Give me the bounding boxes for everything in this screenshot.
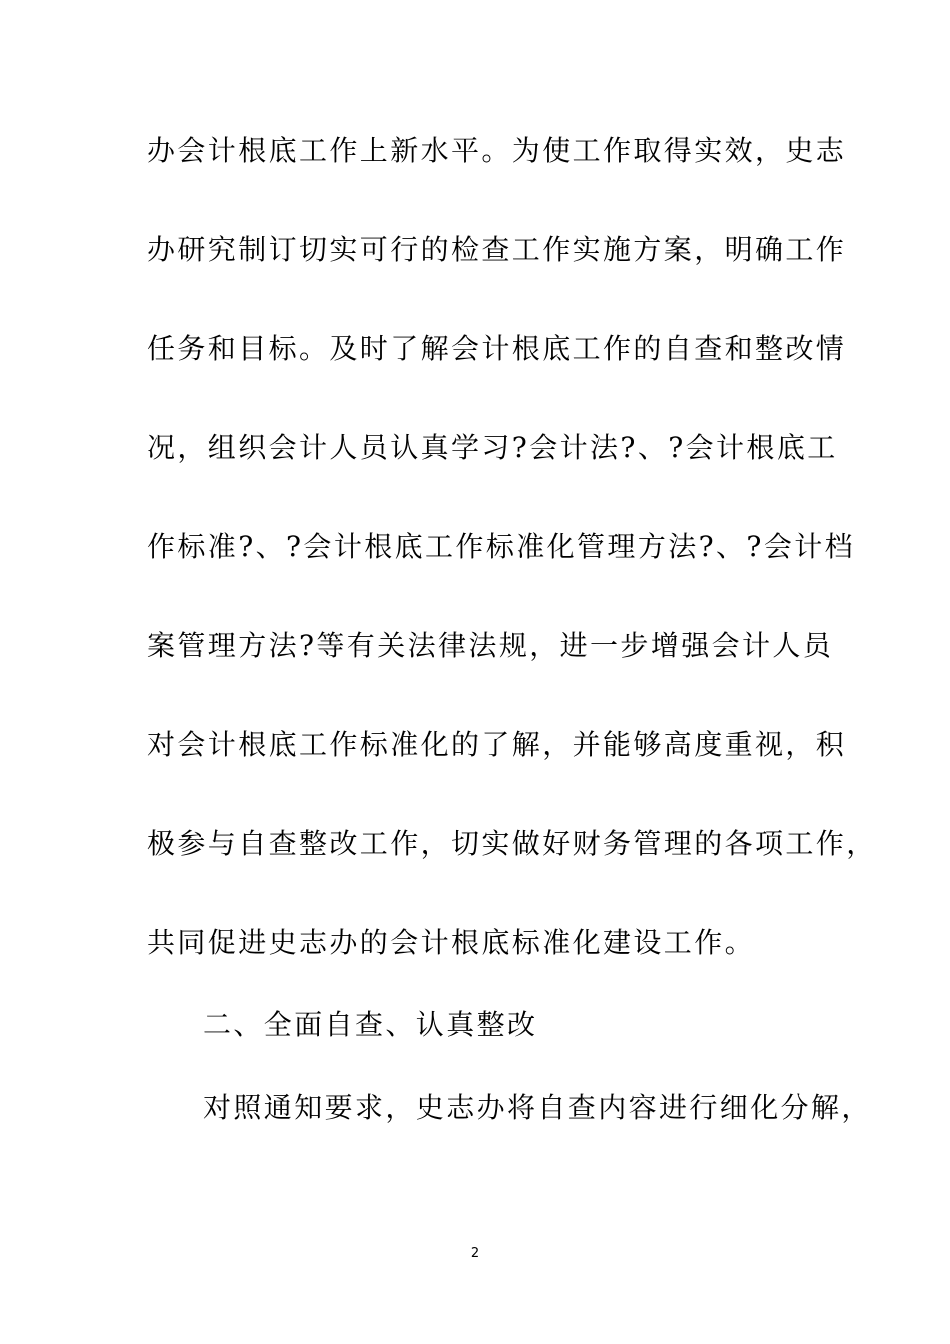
body-text-line-2: 办研究制订切实可行的检查工作实施方案，明确工作 <box>147 233 847 266</box>
section-heading: 二、全面自查、认真整改 <box>203 1008 538 1041</box>
body-text-line-4: 况，组织会计人员认真学习?会计法?、?会计根底工 <box>147 431 838 464</box>
body-text-line-8: 极参与自查整改工作，切实做好财务管理的各项工作， <box>147 827 877 860</box>
body-text-line-7: 对会计根底工作标准化的了解，并能够高度重视，积 <box>147 728 847 761</box>
body-text-line-3: 任务和目标。及时了解会计根底工作的自查和整改情 <box>147 332 847 365</box>
body-text-line-9: 共同促进史志办的会计根底标准化建设工作。 <box>147 926 756 959</box>
body-text-line-1: 办会计根底工作上新水平。为使工作取得实效，史志 <box>147 134 847 167</box>
page-number: 2 <box>470 1246 480 1261</box>
body-text-line-5: 作标准?、?会计根底工作标准化管理方法?、?会计档 <box>147 530 856 563</box>
body-text-line-6: 案管理方法?等有关法律法规，进一步增强会计人员 <box>147 629 834 662</box>
paragraph-first-line: 对照通知要求，史志办将自查内容进行细化分解， <box>203 1091 872 1124</box>
